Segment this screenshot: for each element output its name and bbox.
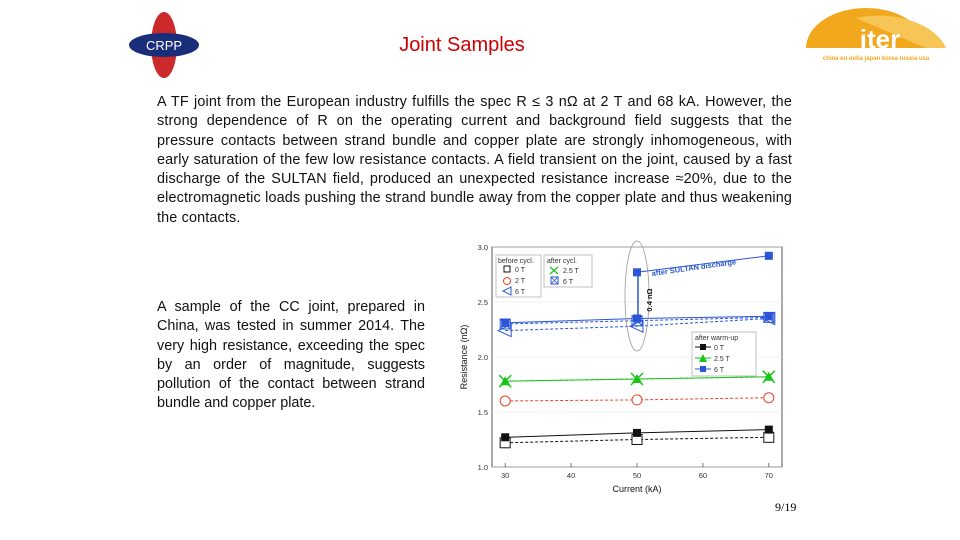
page-title: Joint Samples <box>399 34 525 56</box>
crpp-logo-text: CRPP <box>145 38 183 53</box>
legend-after-warmup <box>692 332 756 376</box>
legend-warmup-6t: 6 T <box>714 367 724 374</box>
data-point <box>501 319 509 327</box>
y-tick-label: 2.5 <box>477 298 488 307</box>
x-tick-label: 50 <box>632 471 642 480</box>
legend-warmup-6t-marker <box>700 366 706 372</box>
data-point <box>632 395 642 405</box>
delta-annotation: 0.4 nΩ <box>645 288 654 312</box>
x-tick-label: 40 <box>566 471 576 480</box>
legend-after-cycl <box>544 255 592 287</box>
x-axis-label: Current (kA) <box>612 484 662 494</box>
y-tick-label: 1.5 <box>477 408 488 417</box>
data-point <box>765 426 773 434</box>
legend-before-title: before cycl. <box>498 258 534 265</box>
y-tick-label: 3.0 <box>477 243 488 252</box>
legend-warmup-25t: 2.5 T <box>714 356 730 363</box>
data-point <box>764 432 774 442</box>
x-tick-label: 70 <box>764 471 773 480</box>
data-point <box>501 433 509 441</box>
legend-warmup-0t-marker <box>700 344 706 350</box>
y-tick-label: 2.0 <box>477 353 488 362</box>
tf-joint-paragraph: A TF joint from the European industry fulfills the spec R ≤ 3 nΩ at 2 T and 68 kA. However, the strong dependence of R on the operating current and background field suggests that the pressure contacts between strand bundle and copper plate are strongly inhomogeneous, with early saturation of the few low resistance contacts. A field transient on the joint, caused by a fast discharge of the SULTAN field, produced an unexpected resistance increase ≈20%, due to the electromagnetic loads pushing the strand bundle away from the copper plate and thus weakening the contacts. <box>157 94 792 226</box>
data-point <box>633 268 641 276</box>
legend-after-title: after cycl. <box>547 258 577 265</box>
data-point <box>764 393 774 403</box>
legend-warmup-title: after warm-up <box>695 335 739 342</box>
data-point <box>633 315 641 323</box>
x-tick-label: 60 <box>698 471 708 480</box>
data-point <box>765 312 773 320</box>
y-tick-label: 1.0 <box>477 463 488 472</box>
resistance-chart <box>455 238 790 496</box>
legend-after-6t: 6 T <box>563 279 573 286</box>
y-axis-label: Resistance (nΩ) <box>459 324 469 390</box>
discharge-annotation: after SULTAN discharge <box>651 257 737 278</box>
legend-before-cycl <box>496 255 541 297</box>
iter-logo-text: iter <box>859 24 901 54</box>
x-tick-label: 30 <box>501 471 510 480</box>
cc-joint-paragraph: A sample of the CC joint, prepared in China, was tested in summer 2014. The very high resistance, exceeding the spec by an order of magnitude, suggests pollution of the contact between strand bundle and copper plate. <box>157 299 425 412</box>
legend-before-6t: 6 T <box>515 289 525 296</box>
legend-after-25t: 2.5 T <box>563 268 579 275</box>
legend-warmup-0t: 0 T <box>714 345 724 352</box>
legend-before-2t: 2 T <box>515 278 525 285</box>
data-point <box>633 429 641 437</box>
data-point <box>765 252 773 260</box>
legend-before-0t: 0 T <box>515 267 525 274</box>
resistance-chart-svg <box>455 238 790 496</box>
page-number: 9/19 <box>775 500 797 514</box>
iter-partners-text: china eu india japan korea russia usa <box>822 56 930 62</box>
data-point <box>500 396 510 406</box>
